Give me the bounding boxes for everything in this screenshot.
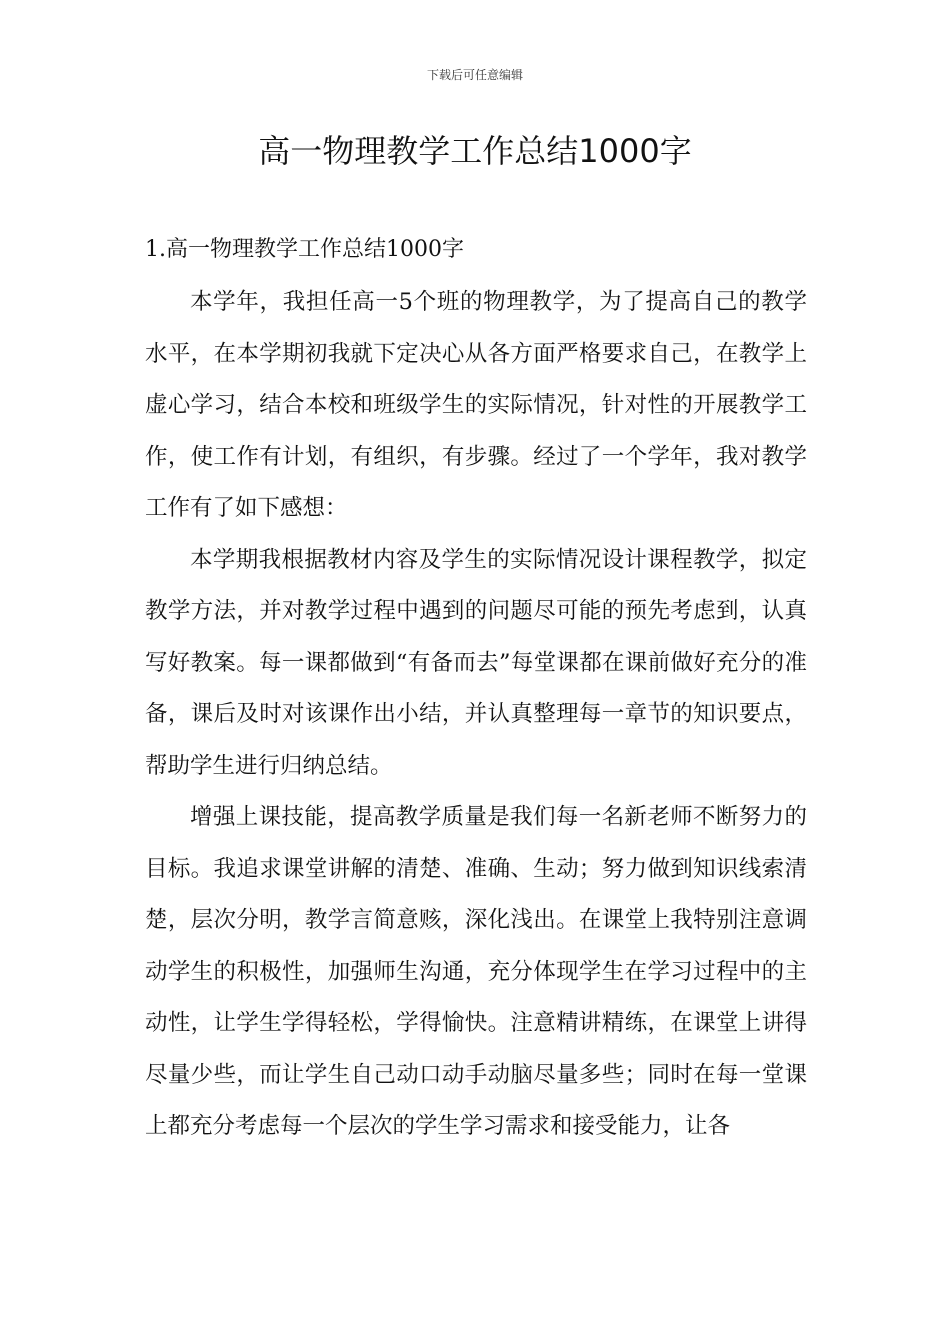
document-body (145, 226, 807, 1153)
paragraph-1: 本学年，我担任高一5个班的物理教学，为了提高自己的教学水平，在本学期初我就下定决心从各方面严格要求自己，在教学上虚心学习，结合本校和班级学生的实际情况，针对性的开展教学工作，使工作有计划，有组织，有步骤。经过了一个学年，我对教学工作有了如下感想： (145, 289, 807, 521)
document-title: 高一物理教学工作总结1000字 (258, 132, 692, 170)
header-note: 下载后可任意编辑 (426, 68, 523, 82)
paragraph-2: 本学期我根据教材内容及学生的实际情况设计课程教学，拟定教学方法，并对教学过程中遇到的问题尽可能的预先考虑到，认真写好教案。每一课都做到“有备而去”每堂课都在课前做好充分的准备，课后及时对该课作出小结，并认真整理每一章节的知识要点，帮助学生进行归纳总结。 (145, 546, 807, 779)
paragraph-3: 增强上课技能，提高教学质量是我们每一名新老师不断努力的目标。我追求课堂讲解的清楚、准确、生动；努力做到知识线索清楚，层次分明，教学言简意赅，深化浅出。在课堂上我特别注意调动学生的积极性，加强师生沟通，充分体现学生在学习过程中的主动性，让学生学得轻松，学得愉快。注意精讲精练，在课堂上讲得尽量少些，而让学生自己动口动手动脑尽量多些；同时在每一堂课上都充分考虑每一个层次的学生学习需求和接受能力，让各 (145, 804, 807, 1139)
section-heading: 1.高一物理教学工作总结1000字 (145, 237, 464, 262)
